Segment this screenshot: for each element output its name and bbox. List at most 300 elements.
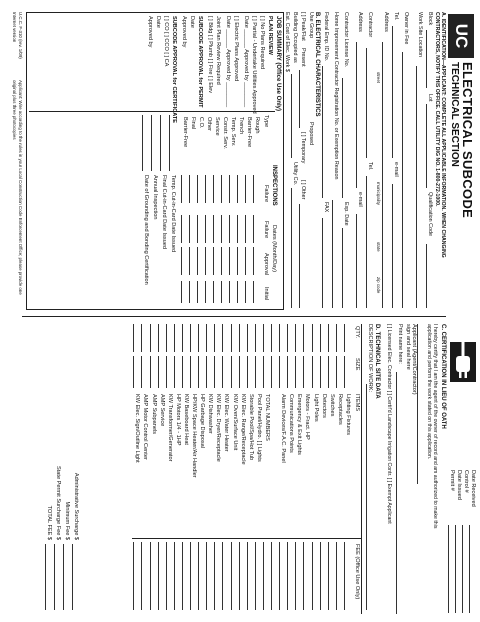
form-title: ELECTRICAL SUBCODE [460,62,475,219]
temporary-date-field[interactable] [169,115,170,171]
license-type-options[interactable]: [ ] Licensed Elec. Contractor [ ] Certif'd Landscape Irrigation Contr. [ ] Exempt Applicant [386,324,392,524]
inspection-date-field[interactable] [181,281,182,303]
plan-review-divider [29,111,275,112]
site-item-row [239,324,247,614]
site-item-row [328,324,336,614]
inspection-row [181,115,189,305]
fee-field[interactable] [142,542,143,610]
qty-field[interactable] [255,324,256,352]
fee-field[interactable] [336,542,337,610]
inspection-date-field[interactable] [205,281,206,303]
fee-field[interactable] [166,542,167,610]
inspection-date-field[interactable] [229,215,230,243]
temporary-row [169,115,177,305]
job-summary-heading: JOB SUMMARY (Office Use Only) [275,16,281,112]
inspection-date-field[interactable] [213,175,214,203]
size-field[interactable] [206,356,207,388]
temporary-label: Date of Grounding and Bonding Certification [143,175,149,285]
home-improvement-field[interactable] [332,200,333,308]
fee-field[interactable] [263,542,264,610]
section-c-heading: C. CERTIFICATION IN LIEU OF OATH [440,324,446,429]
size-field[interactable] [312,356,313,388]
fee-total-row [54,444,62,610]
fee-field[interactable] [198,542,199,610]
fee-field[interactable] [271,542,272,610]
site-item-row [198,324,206,614]
owner-tel-field[interactable] [392,26,393,158]
size-field[interactable] [239,356,240,388]
site-item-label: Detectors [320,394,327,418]
site-item-label: TOTAL NUMBERS [264,394,270,441]
inspection-type: Final [190,117,196,130]
site-item-label: Switches [328,394,335,417]
inspection-date-field[interactable] [181,247,182,275]
inspection-date-field[interactable] [197,281,198,303]
fee-total-field[interactable] [63,544,64,610]
inspection-date-field[interactable] [229,247,230,275]
site-item-label: AMP Service [158,394,165,427]
fee-field[interactable] [182,542,183,610]
size-field[interactable] [231,356,232,388]
inspection-date-field[interactable] [245,215,246,243]
inspection-date-field[interactable] [189,281,190,303]
block-lot-row [426,12,434,308]
inspection-date-field[interactable] [245,175,246,203]
site-item-label: KW Elec. Dryer/Receptacle [215,394,222,462]
owner-email-field[interactable] [392,184,393,308]
size-field[interactable] [158,356,159,388]
col-fee: FEE (Office Use Only) [354,544,360,600]
contractor-email-field[interactable] [356,214,357,308]
inspection-date-field[interactable] [197,215,198,243]
size-field[interactable] [174,356,175,388]
size-field[interactable] [320,356,321,388]
inspection-date-field[interactable] [245,281,246,303]
site-item-row [166,324,174,614]
building-row [291,12,299,308]
fee-field[interactable] [239,542,240,610]
inspection-row [189,115,197,305]
qty-field[interactable] [214,324,215,352]
qty-field[interactable] [287,324,288,352]
fee-total-label: TOTAL FEE $ [46,505,52,540]
size-field[interactable] [142,356,143,388]
inspection-date-field[interactable] [245,247,246,275]
inspection-date-field[interactable] [213,247,214,275]
inspection-date-field[interactable] [221,175,222,203]
inspection-type: Rough [254,117,260,134]
fee-field[interactable] [304,542,305,610]
license-label: Contractor License No. [343,12,349,68]
contractor-email-label: e-mail [357,192,363,207]
est-cost-label: Est. Cost of Elec. Work $ [284,12,290,72]
exp-date-field[interactable] [342,228,343,308]
inspection-type: Trench [238,117,244,135]
inspection-date-field[interactable] [189,215,190,243]
qty-field[interactable] [247,324,248,352]
qty-field[interactable] [263,324,264,352]
owner-tel-label: Tel. [393,12,399,21]
fee-field[interactable] [206,542,207,610]
qty-field[interactable] [223,324,224,352]
col-failure: Failure [263,185,269,203]
federal-id-label: Federal Emp. ID No. [323,12,329,62]
fee-field[interactable] [223,542,224,610]
size-field[interactable] [223,356,224,388]
site-item-row [255,324,263,614]
inspection-date-field[interactable] [253,175,254,203]
size-field[interactable] [190,356,191,388]
plan-review-item: Date ______ Approved by ________ [225,16,231,108]
size-field[interactable] [287,356,288,388]
col-initial: Initial [263,287,269,301]
plan-review-item[interactable]: [ ] Bldg [ ] Plumb [ ] Fire [ ] Elev [207,16,213,94]
inspection-date-field[interactable] [229,175,230,203]
temporary-option[interactable]: [ ] Temporary [300,132,306,164]
plan-review-item[interactable]: [ ] Partial - Undertake Utilities Approved [251,16,257,114]
site-item-row [142,324,150,614]
lot-field[interactable] [426,104,427,188]
inspection-row [245,115,253,305]
fee-total-row [45,444,53,610]
size-field[interactable] [263,356,264,388]
inspection-date-field[interactable] [205,215,206,243]
size-field[interactable] [304,356,305,388]
fee-field[interactable] [295,542,296,610]
qty-field[interactable] [190,324,191,352]
site-item-label: AMP Subpanels [150,394,157,435]
temporary-date-field[interactable] [142,115,143,171]
inspection-date-field[interactable] [181,175,182,203]
size-field[interactable] [150,356,151,388]
date-received-line[interactable] [469,525,470,613]
fee-field[interactable] [190,542,191,610]
site-item-row [231,324,239,614]
inspection-date-field[interactable] [253,215,254,243]
date-received-label: Date Received [470,470,476,507]
fee-total-label: State Permit Surcharge Fee $ [55,466,61,540]
fee-total-label: Minimum Fee $ [64,501,70,540]
fee-field[interactable] [214,542,215,610]
qty-field[interactable] [239,324,240,352]
size-field[interactable] [247,356,248,388]
inspection-date-field[interactable] [237,175,238,203]
inspection-type: Constr. Serv. [222,117,228,149]
site-item-label: Pool Panel/Hydro. [ ] Lights [255,394,262,462]
contractor-address-row [356,12,364,308]
work-site-row [416,12,424,308]
qty-field[interactable] [206,324,207,352]
work-site-label: Work Site Location [417,12,423,58]
site-item-row [190,324,198,614]
inspection-date-field[interactable] [237,281,238,303]
fee-total-row [63,444,71,610]
qty-field[interactable] [312,324,313,352]
qty-field[interactable] [198,324,199,352]
building-field[interactable] [291,74,292,158]
owner-field[interactable] [402,52,403,308]
size-field[interactable] [214,356,215,388]
size-field[interactable] [328,356,329,388]
section-d-heading: D. TECHNICAL SITE DATA [374,324,380,399]
site-item-row [271,324,279,614]
qty-field[interactable] [320,324,321,352]
fee-field[interactable] [255,542,256,610]
inspection-date-field[interactable] [213,281,214,303]
fee-field[interactable] [287,542,288,610]
page-divider [22,316,446,317]
size-field[interactable] [166,356,167,388]
site-item-label: Emergency & Exit Lights [296,394,303,455]
certification-text-2: application and perform the work stated on this application. [426,324,432,460]
inspections-table [31,115,277,305]
size-field[interactable] [198,356,199,388]
inspection-date-field[interactable] [197,175,198,203]
utility-field[interactable] [291,188,292,308]
owner-tel-row [392,12,400,308]
present-label: Present [300,48,306,67]
building-label: Building Occupied as [292,12,298,63]
fee-field[interactable] [247,542,248,610]
section-b-heading: B. ELECTRICAL CHARACTERISTICS [314,12,320,117]
work-site-field[interactable] [416,66,417,308]
inspection-date-field[interactable] [237,215,238,243]
site-item-label: Communications Points [288,394,295,453]
state-sublabel: state [376,242,381,252]
fee-field[interactable] [231,542,232,610]
date-issued-line[interactable] [455,525,456,613]
inspection-type: Barrier-Free [182,117,188,148]
fax-label: FAX [323,202,329,213]
fee-field[interactable] [133,542,134,610]
license-row [342,12,350,308]
size-field[interactable] [271,356,272,388]
size-field[interactable] [295,356,296,388]
inspection-row [205,115,213,305]
temporary-row [160,115,168,305]
municipality-sublabel: municipality [376,182,381,205]
inspection-date-field[interactable] [221,247,222,275]
fee-field[interactable] [344,542,345,610]
certification-text-1: I hereby certify that I am the agent of the owner of record and am authorized to make this [432,324,438,529]
inspection-date-field[interactable] [189,175,190,203]
other-option[interactable]: [ ] Other [300,180,306,200]
qty-field[interactable] [133,324,134,352]
fee-total-field[interactable] [54,544,55,610]
fax-field[interactable] [322,218,323,308]
inspection-date-field[interactable] [221,281,222,303]
qty-field[interactable] [304,324,305,352]
control-label: Control # [463,470,469,493]
print-name-field[interactable] [396,372,397,614]
signature-sublabel: sign and seal here [405,324,411,370]
exp-date-label: Exp. Date [343,202,349,226]
use-group-row [307,12,315,308]
owner-email-label: e-mail [393,162,399,177]
license-field[interactable] [342,78,343,198]
qty-field[interactable] [271,324,272,352]
inspection-type: Barrier-Free [246,117,252,148]
site-item-label: KW Transformer/Generator [166,394,173,462]
qty-field[interactable] [295,324,296,352]
col-type: Type [263,115,269,128]
owner-label: Owner in Fee [403,12,409,45]
lot-label: Lot [427,94,433,102]
use-group-label: Use Group [308,12,314,39]
owner-row [402,12,410,308]
contractor-tel-field[interactable] [366,176,367,308]
qty-field[interactable] [336,324,337,352]
inspection-date-field[interactable] [189,247,190,275]
print-name-row [396,324,404,614]
fee-total-row [72,444,80,610]
inspection-date-field[interactable] [253,281,254,303]
owner-address-label: Address [383,12,389,32]
fee-field[interactable] [174,542,175,610]
size-field[interactable] [336,356,337,388]
plan-review-item: SUBCODE APPROVAL for PERMIT [197,16,203,108]
qual-code-field[interactable] [426,244,427,308]
federal-id-field[interactable] [322,66,323,198]
inspections-heading: INSPECTIONS [271,165,277,206]
form-subtitle: TECHNICAL SECTION [449,62,460,167]
inspection-date-field[interactable] [181,215,182,243]
col-items: ITEMS [354,394,360,412]
block-label: Block [427,12,433,26]
site-item-label: Alarm Devices/F.A.C. Panel [280,394,287,463]
section-c [376,324,446,614]
temporary-date-field[interactable] [151,115,152,171]
federal-id-row [322,12,330,308]
size-field[interactable] [133,356,134,388]
temporary-label: Final Cut-in-Card Date Issued [161,175,167,249]
inspection-row [237,115,245,305]
contractor-field[interactable] [366,48,367,158]
qty-field[interactable] [328,324,329,352]
fee-total-field[interactable] [72,544,73,610]
inspection-date-field[interactable] [253,247,254,275]
contractor-address-field[interactable] [356,42,357,188]
site-item-row [133,324,141,614]
fee-total-field[interactable] [45,544,46,610]
qty-field[interactable] [158,324,159,352]
plan-review-heading: PLAN REVIEW [267,16,273,55]
plan-review-item: Approved by [147,16,153,48]
section-a-heading: A. IDENTIFICATION—APPLICANT: COMPLETE ALL APPLICABLE INFORMATION. WHEN CHANGING [440,12,446,258]
description-field[interactable] [366,384,367,610]
fee-field[interactable] [312,542,313,610]
plan-review-item[interactable]: [ ] No Plans Required [259,16,265,70]
site-item-label: HP Motors 1/4 - 1HP [174,394,181,446]
utility-label: Utility Co. [292,162,298,186]
size-field[interactable] [182,356,183,388]
block-field[interactable] [426,30,427,88]
inspection-row [197,115,205,305]
owner-address-field[interactable] [382,42,383,308]
temporary-date-field[interactable] [160,115,161,171]
size-field[interactable] [279,356,280,388]
site-item-row [304,324,312,614]
control-line[interactable] [462,525,463,613]
inspection-date-field[interactable] [229,281,230,303]
inspection-type: Temp. Serv. [230,117,236,147]
street-sublabel: street [376,72,381,83]
present-field[interactable] [299,70,300,128]
fee-field[interactable] [328,542,329,610]
fee-field[interactable] [320,542,321,610]
inspection-date-field[interactable] [205,175,206,203]
fee-field[interactable] [150,542,151,610]
inspection-date-field[interactable] [221,215,222,243]
temporary-label: Temp. Cut-in-Card Date Issued [170,175,176,253]
size-field[interactable] [255,356,256,388]
fee-field[interactable] [279,542,280,610]
print-name-label: Print name here: [397,324,403,364]
date-issued-label: Date Issued [456,470,462,500]
inspection-date-field[interactable] [213,215,214,243]
col-qty: QTY. [354,326,360,339]
col-size: SIZE [354,358,360,371]
temporary-row [142,115,150,305]
section-a-heading-2: CONTRACTORS, NOTIFY THIS OFFICE. CALL UTILITY DIG NO. 1-800-272-1000. [434,12,440,207]
site-item-label: KW Elec. Water Heater [223,394,230,452]
qty-field[interactable] [182,324,183,352]
owner-address-sublabels [376,72,381,294]
peak-flat-option[interactable]: [ ] Peak/Flat [300,12,306,41]
description-label: DESCRIPTION OF WORK: [367,324,373,393]
site-item-label: Receptacles [336,394,343,425]
inspection-row [229,115,237,305]
site-item-label: Motors - Fract. HP [304,394,311,440]
inspection-type: C.O. [198,117,204,129]
job-summary-box [26,12,284,310]
qty-field[interactable] [174,324,175,352]
qty-field[interactable] [150,324,151,352]
other-field[interactable] [299,204,300,308]
qty-field[interactable] [231,324,232,352]
signature-line[interactable] [417,324,418,484]
plug-graphic [450,342,476,382]
plan-review-item: Joint Plan Review Required [215,16,221,85]
home-improvement-row [332,12,340,308]
qty-field[interactable] [279,324,280,352]
size-field[interactable] [344,356,345,388]
qty-field[interactable] [142,324,143,352]
site-item-row [247,324,255,614]
site-item-row [279,324,287,614]
plan-review-item[interactable]: [ ] CO [ ] CCO [ ] CA [163,16,169,67]
fee-field[interactable] [158,542,159,610]
site-item-row [150,324,158,614]
qty-field[interactable] [166,324,167,352]
plan-review-item[interactable]: [ ] Electric Plans Approved [233,16,239,82]
qty-field[interactable] [344,324,345,352]
plan-review-item: Date ______ Approved by ________ [243,16,249,108]
site-item-row [214,324,222,614]
col-approval: Approval [263,253,269,276]
inspection-date-field[interactable] [205,247,206,275]
inspection-row [253,115,261,305]
inspection-date-field[interactable] [237,247,238,275]
qual-code-label: Qualification Code [427,192,433,237]
site-item-label: KW Baseboard Heat [183,394,189,445]
permit-line[interactable] [448,525,449,613]
site-item-row [336,324,344,614]
inspection-date-field[interactable] [197,247,198,275]
signature-label: Applicant (Agent/Contractor) [411,324,417,395]
site-item-label: Light Poles [312,394,319,422]
site-item-label: Lighting Fixtures [345,394,351,436]
